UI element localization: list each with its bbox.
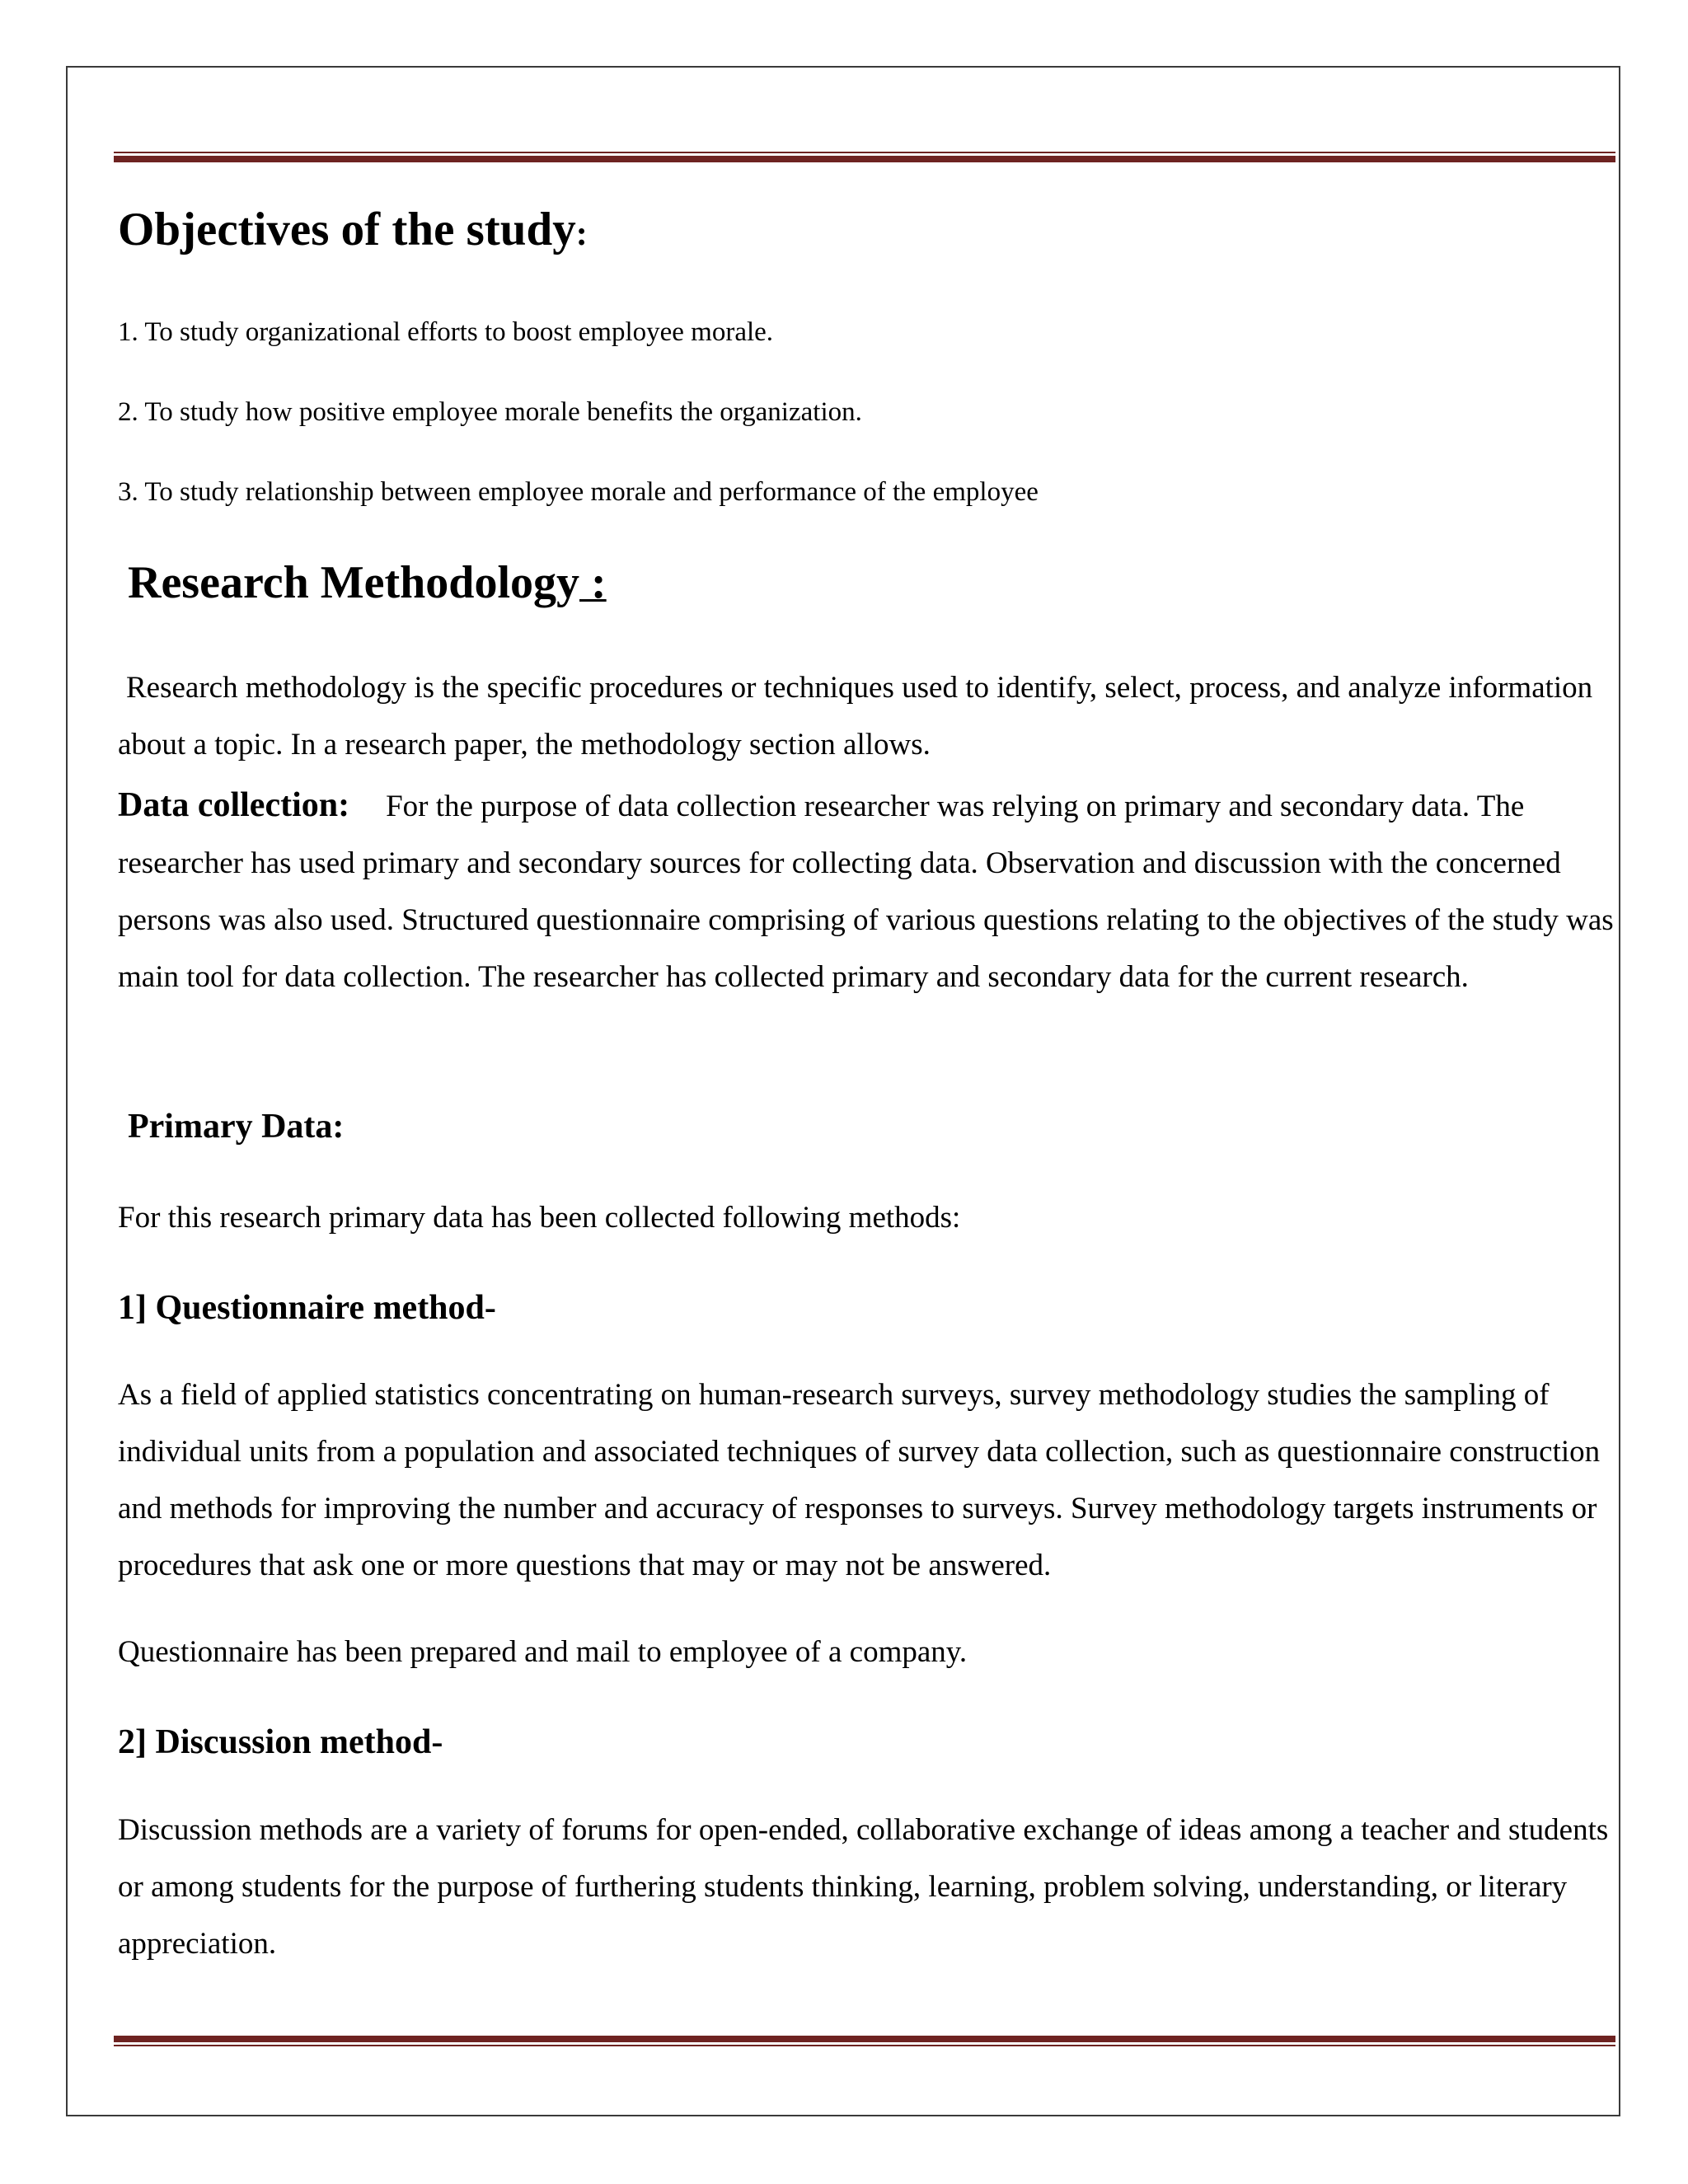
questionnaire-method-text: As a field of applied statistics concentrating on human-research surveys, survey methodology studies the sampling of individual units from a population and associated techniques of survey data collection, such as questionnaire construction and methods for improving the number and accuracy of responses to surveys. Survey methodology targets instruments or procedures that ask one or more questions that may or may not be answered. xyxy=(118,1378,1601,1582)
objectives-heading xyxy=(118,201,1614,263)
research-methodology-intro: Research methodology is the specific procedures or techniques used to identify, select, process, and analyze information about a topic. In a research paper, the methodology section allows. xyxy=(118,671,1593,762)
data-collection-text: For the purpose of data collection researcher was relying on primary and secondary data. The researcher has used primary and secondary sources for collecting data. Observation and discussion with the concerned persons was also used. Structured questionnaire comprising of various questions relating to the objectives of the study was main tool for data collection. The researcher has collected primary and secondary data for the current research. xyxy=(118,790,1614,994)
discussion-method-text: Discussion methods are a variety of forums for open-ended, collaborative exchange of ideas among a teacher and students or among students for the purpose of furthering students thinking, learning, problem solving, understanding, or literary appreciation. xyxy=(118,1813,1609,1961)
objectives-heading-text: Objectives of the study xyxy=(118,204,576,255)
data-collection-paragraph xyxy=(118,777,1614,1005)
bottom-divider-rule xyxy=(114,2036,1615,2047)
questionnaire-method-heading: 1] Questionnaire method- xyxy=(118,1289,496,1327)
objective-item-2: 2. To study how positive employee morale benefits the organization. xyxy=(118,397,862,427)
research-methodology-heading xyxy=(128,554,1624,612)
discussion-method-heading: 2] Discussion method- xyxy=(118,1723,443,1761)
objective-item-1: 1. To study organizational efforts to boost employee morale. xyxy=(118,317,774,347)
primary-data-text: For this research primary data has been collected following methods: xyxy=(118,1201,961,1235)
objectives-heading-colon: : xyxy=(575,215,588,253)
data-collection-label: Data collection: xyxy=(118,786,350,824)
questionnaire-method-note: Questionnaire has been prepared and mail to employee of a company. xyxy=(118,1635,968,1669)
research-methodology-heading-text: Research Methodology xyxy=(128,557,579,608)
bottom-divider-thin-line xyxy=(114,2045,1615,2046)
primary-data-heading: Primary Data: xyxy=(128,1108,345,1146)
bottom-divider-thick-line xyxy=(114,2036,1615,2042)
top-divider-thick-line xyxy=(114,156,1615,162)
objective-item-3: 3. To study relationship between employee morale and performance of the employee xyxy=(118,477,1039,507)
top-divider-rule xyxy=(114,152,1615,163)
top-divider-thin-line xyxy=(114,152,1615,153)
research-methodology-heading-colon: : xyxy=(579,557,607,608)
